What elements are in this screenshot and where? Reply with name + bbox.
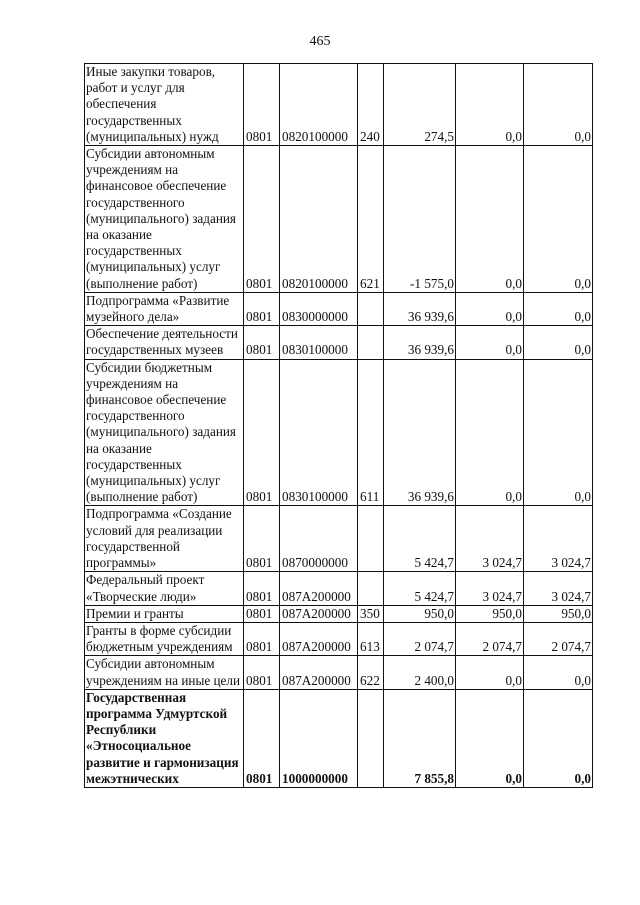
expense-type-cell: 350 xyxy=(358,605,384,622)
table-row xyxy=(85,64,593,146)
target-article-cell: 0830100000 xyxy=(280,326,358,359)
table-row xyxy=(85,359,593,506)
table-row xyxy=(85,572,593,605)
section-code-cell: 0801 xyxy=(244,622,280,655)
amount-year-1-cell: -1 575,0 xyxy=(384,146,456,293)
section-code-cell: 0801 xyxy=(244,689,280,787)
target-article-cell: 0870000000 xyxy=(280,506,358,572)
table-row xyxy=(85,326,593,359)
amount-year-1-cell: 7 855,8 xyxy=(384,689,456,787)
row-name-cell: Обеспечение деятельности государственных музеев xyxy=(85,326,244,359)
target-article-cell: 0830100000 xyxy=(280,359,358,506)
table-row xyxy=(85,689,593,787)
expense-type-cell: 622 xyxy=(358,656,384,689)
amount-year-2-cell: 0,0 xyxy=(456,359,524,506)
section-code-cell: 0801 xyxy=(244,656,280,689)
expense-type-cell xyxy=(358,689,384,787)
amount-year-2-cell: 0,0 xyxy=(456,292,524,325)
expense-type-cell: 611 xyxy=(358,359,384,506)
budget-table xyxy=(84,63,593,788)
section-code-cell: 0801 xyxy=(244,359,280,506)
amount-year-2-cell: 950,0 xyxy=(456,605,524,622)
row-name-cell: Подпрограмма «Развитие музейного дела» xyxy=(85,292,244,325)
table-row xyxy=(85,292,593,325)
amount-year-1-cell: 36 939,6 xyxy=(384,359,456,506)
amount-year-3-cell: 950,0 xyxy=(524,605,593,622)
amount-year-1-cell: 36 939,6 xyxy=(384,292,456,325)
row-name-cell: Субсидии автономным учреждениям на иные цели xyxy=(85,656,244,689)
amount-year-3-cell: 0,0 xyxy=(524,689,593,787)
table-row xyxy=(85,146,593,293)
amount-year-2-cell: 0,0 xyxy=(456,146,524,293)
expense-type-cell xyxy=(358,506,384,572)
amount-year-3-cell: 2 074,7 xyxy=(524,622,593,655)
section-code-cell: 0801 xyxy=(244,572,280,605)
target-article-cell: 087A200000 xyxy=(280,656,358,689)
table-row xyxy=(85,622,593,655)
table-row xyxy=(85,656,593,689)
amount-year-2-cell: 0,0 xyxy=(456,656,524,689)
table-row xyxy=(85,605,593,622)
amount-year-1-cell: 2 400,0 xyxy=(384,656,456,689)
row-name-cell: Субсидии автономным учреждениям на финансовое обеспечение государственного (муниципального) задания на оказание государственных (муниципальных) услуг (выполнение работ) xyxy=(85,146,244,293)
target-article-cell: 0820100000 xyxy=(280,64,358,146)
amount-year-2-cell: 3 024,7 xyxy=(456,506,524,572)
amount-year-3-cell: 3 024,7 xyxy=(524,572,593,605)
amount-year-3-cell: 0,0 xyxy=(524,146,593,293)
row-name-cell: Государственная программа Удмуртской Республики «Этносоциальное развитие и гармонизация межэтнических xyxy=(85,689,244,787)
amount-year-3-cell: 0,0 xyxy=(524,64,593,146)
table-row xyxy=(85,506,593,572)
expense-type-cell xyxy=(358,326,384,359)
section-code-cell: 0801 xyxy=(244,326,280,359)
amount-year-1-cell: 5 424,7 xyxy=(384,506,456,572)
budget-table-body xyxy=(85,64,593,788)
target-article-cell: 087A200000 xyxy=(280,605,358,622)
row-name-cell: Гранты в форме субсидии бюджетным учреждениям xyxy=(85,622,244,655)
target-article-cell: 1000000000 xyxy=(280,689,358,787)
expense-type-cell: 621 xyxy=(358,146,384,293)
target-article-cell: 0830000000 xyxy=(280,292,358,325)
amount-year-2-cell: 0,0 xyxy=(456,689,524,787)
page-number: 465 xyxy=(309,34,331,49)
expense-type-cell: 240 xyxy=(358,64,384,146)
row-name-cell: Подпрограмма «Создание условий для реализации государственной программы» xyxy=(85,506,244,572)
amount-year-1-cell: 274,5 xyxy=(384,64,456,146)
target-article-cell: 0820100000 xyxy=(280,146,358,293)
amount-year-2-cell: 0,0 xyxy=(456,64,524,146)
expense-type-cell xyxy=(358,572,384,605)
amount-year-1-cell: 5 424,7 xyxy=(384,572,456,605)
target-article-cell: 087A200000 xyxy=(280,572,358,605)
amount-year-1-cell: 950,0 xyxy=(384,605,456,622)
row-name-cell: Иные закупки товаров, работ и услуг для обеспечения государственных (муниципальных) нужд xyxy=(85,64,244,146)
amount-year-1-cell: 2 074,7 xyxy=(384,622,456,655)
row-name-cell: Премии и гранты xyxy=(85,605,244,622)
amount-year-2-cell: 2 074,7 xyxy=(456,622,524,655)
section-code-cell: 0801 xyxy=(244,146,280,293)
amount-year-3-cell: 0,0 xyxy=(524,292,593,325)
section-code-cell: 0801 xyxy=(244,64,280,146)
section-code-cell: 0801 xyxy=(244,605,280,622)
row-name-cell: Субсидии бюджетным учреждениям на финансовое обеспечение государственного (муниципального) задания на оказание государственных (муниципальных) услуг (выполнение работ) xyxy=(85,359,244,506)
section-code-cell: 0801 xyxy=(244,292,280,325)
expense-type-cell xyxy=(358,292,384,325)
amount-year-1-cell: 36 939,6 xyxy=(384,326,456,359)
section-code-cell: 0801 xyxy=(244,506,280,572)
amount-year-3-cell: 0,0 xyxy=(524,656,593,689)
amount-year-2-cell: 0,0 xyxy=(456,326,524,359)
target-article-cell: 087A200000 xyxy=(280,622,358,655)
amount-year-3-cell: 0,0 xyxy=(524,326,593,359)
row-name-cell: Федеральный проект «Творческие люди» xyxy=(85,572,244,605)
amount-year-2-cell: 3 024,7 xyxy=(456,572,524,605)
amount-year-3-cell: 0,0 xyxy=(524,359,593,506)
expense-type-cell: 613 xyxy=(358,622,384,655)
amount-year-3-cell: 3 024,7 xyxy=(524,506,593,572)
